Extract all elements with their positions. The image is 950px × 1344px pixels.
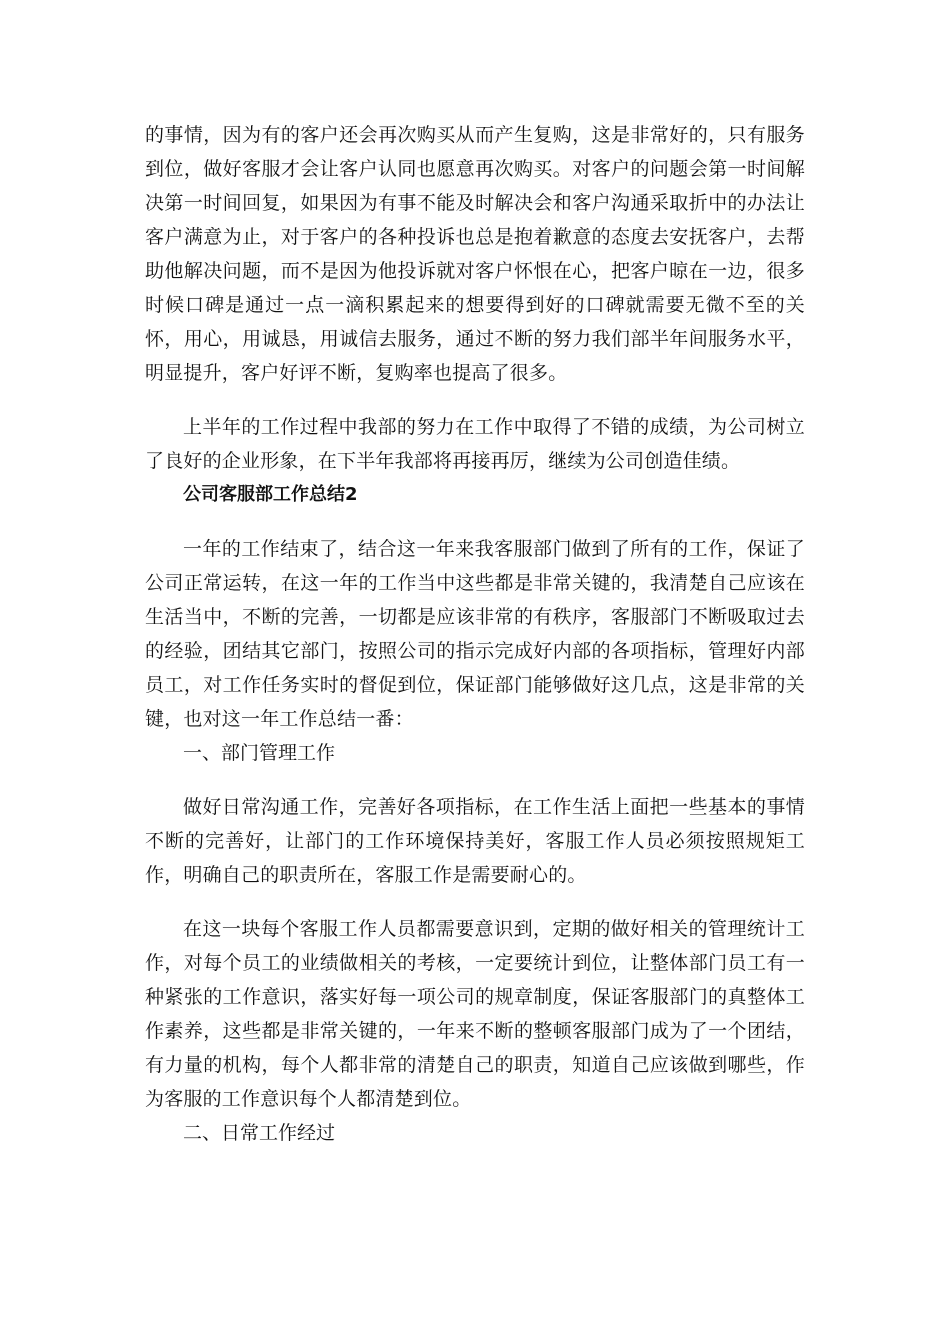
section-heading-2: 公司客服部工作总结2	[183, 484, 358, 505]
paragraph-continued: 的事情，因为有的客户还会再次购买从而产生复购，这是非常好的，只有服务到位，做好客服才会让客户认同也愿意再次购买。对客户的问题会第一时间解决第一时间回复，如果因为有事不能及时解决会和客户沟通采取折中的办法让客户满意为止，对于客户的各种投诉也总是抱着歉意的态度去安抚客户，去帮助他解决问题，而不是因为他投诉就对客户怀恨在心，把客户晾在一边，很多时候口碑是通过一点一滴积累起来的想要得到好的口碑就需要无微不至的关怀，用心，用诚恳，用诚信去服务，通过不断的努力我们部半年间服务水平，明显提升，客户好评不断，复购率也提高了很多。	[145, 124, 805, 384]
document-page	[145, 118, 805, 1150]
subsection-title-1: 一、部门管理工作	[183, 742, 336, 764]
paragraph-awareness: 在这一块每个客服工作人员都需要意识到，定期的做好相关的管理统计工作，对每个员工的业绩做相关的考核，一定要统计到位，让整体部门员工有一种紧张的工作意识，落实好每一项公司的规章制度，保证客服部门的真整体工作素养，这些都是非常关键的，一年来不断的整顿客服部门成为了一个团结，有力量的机构，每个人都非常的清楚自己的职责，知道自己应该做到哪些，作为客服的工作意识每个人都清楚到位。	[145, 918, 805, 1110]
paragraph-summary: 上半年的工作过程中我部的努力在工作中取得了不错的成绩，为公司树立了良好的企业形象，在下半年我部将再接再厉，继续为公司创造佳绩。	[145, 416, 805, 472]
paragraph-intro: 一年的工作结束了，结合这一年来我客服部门做到了所有的工作，保证了公司正常运转，在这一年的工作当中这些都是非常关键的，我清楚自己应该在生活当中，不断的完善，一切都是应该非常的有秩序，客服部门不断吸取过去的经验，团结其它部门，按照公司的指示完成好内部的各项指标，管理好内部员工，对工作任务实时的督促到位，保证部门能够做好这几点，这是非常的关键，也对这一年工作总结一番：	[145, 538, 805, 730]
paragraph-management: 做好日常沟通工作，完善好各项指标，在工作生活上面把一些基本的事情不断的完善好，让部门的工作环境保持美好，客服工作人员必须按照规矩工作，明确自己的职责所在，客服工作是需要耐心的。	[145, 796, 805, 886]
subsection-title-2: 二、日常工作经过	[183, 1122, 336, 1144]
